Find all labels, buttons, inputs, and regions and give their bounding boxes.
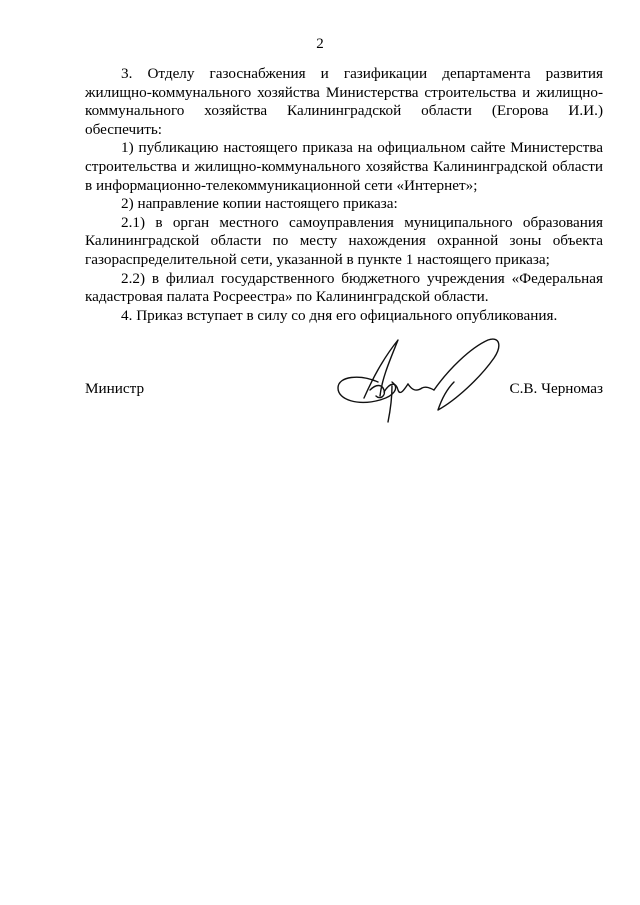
paragraph-item-3-2: 2) направление копии настоящего приказа:	[121, 195, 398, 213]
paragraph-item-3-2-1: 2.1) в орган местного самоуправления муниципального образования Калининградской области по месту нахождения охранной зоны объекта газораспределительной сети, указанной в пункте 1 настоящего приказа;	[85, 213, 603, 268]
signatory-title: Министр	[85, 380, 145, 397]
paragraph-item-3: 3. Отделу газоснабжения и газификации департамента развития жилищно-коммунального хозяйства Министерства строительства и жилищно-коммунального хозяйства Калининградской области (Егорова И.И.) обеспечить:	[85, 65, 603, 138]
paragraph-item-4: 4. Приказ вступает в силу со дня его официального опубликования.	[121, 306, 558, 324]
signature-block	[0, 330, 640, 430]
handwritten-signature-icon	[330, 330, 525, 425]
paragraph-item-3-2-2: 2.2) в филиал государственного бюджетного учреждения «Федеральная кадастровая палата Росреестра» по Калининградской области.	[85, 269, 603, 306]
document-body	[85, 65, 603, 325]
paragraph-item-3-1: 1) публикацию настоящего приказа на официальном сайте Министерства строительства и жилищно-коммунального хозяйства Калининградской области в информационно-телекоммуникационной сети «Интернет»;	[85, 139, 603, 194]
page-number: 2	[316, 36, 324, 52]
signatory-name: С.В. Черномаз	[509, 380, 603, 397]
